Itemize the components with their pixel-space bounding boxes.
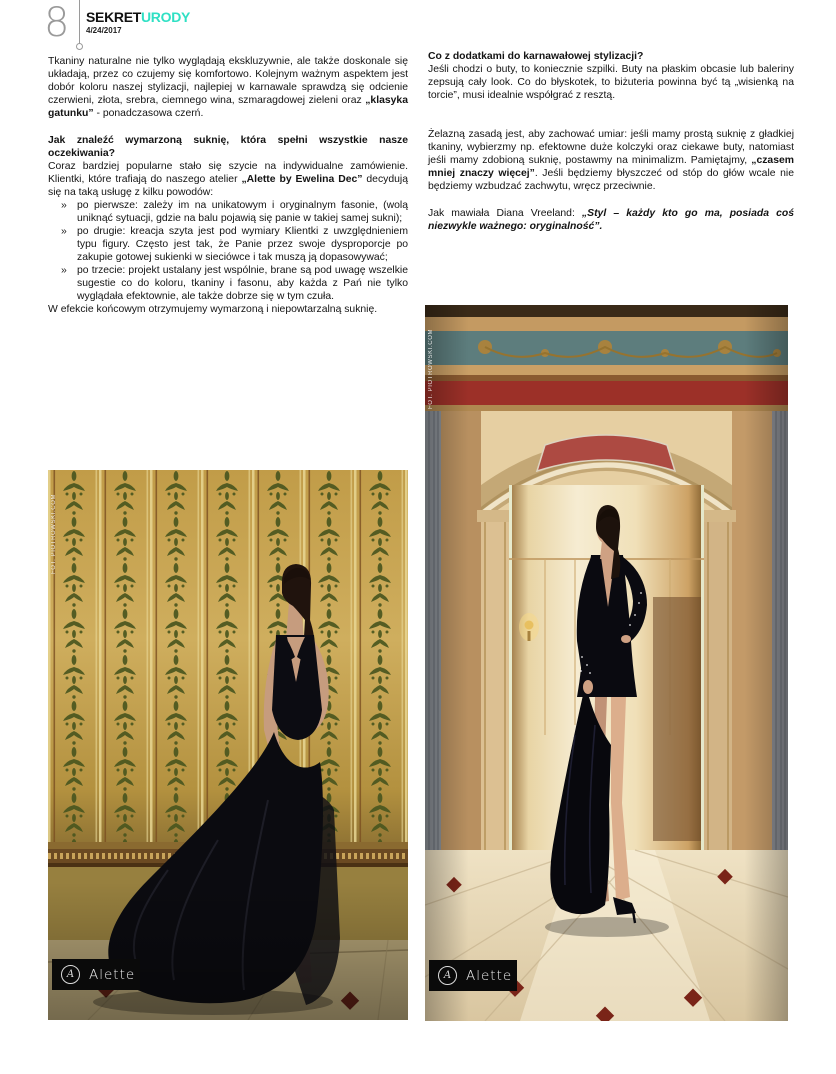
paragraph-moderation-text: Żelazną zasadą jest, aby zachować umiar: jeśli mamy prostą suknię z gładkiej tkaniny, wybierzmy np. efektowne duże kolczyki oraz ciekawe buty, natomiast jeśli mamy zdobioną suknię, postawmy na minimalizm. Pamiętajmy, [428,129,794,166]
alette-logo-text: Alette [89,966,136,983]
right-text-column [428,50,794,233]
spacer [428,193,794,207]
section-heading-dress: Jak znaleźć wymarzoną suknię, która spełni wszystkie nasze oczekiwania? [48,135,408,159]
paragraph-moderation [428,128,794,193]
vreeland-quote: „Styl – każdy kto go ma, posiada coś niezwykle ważnego: oryginalność”. [428,208,794,232]
photo-credit: FOT. PIOTROWSKI.COM [428,328,434,409]
paragraph-colors-tail: - ponadczasowa czerń. [93,108,204,119]
atelier-name-bold: „Alette by Ewelina Dec” [241,174,363,185]
left-text-column [48,55,408,316]
bullet-text-second: po drugie: kreacja szyta jest pod wymiary Klientki z uwzględnieniem typu figury. Często jest tak, że Panie przez swoje dysproporcje po zakupie gotowej sukienki w sieciówce i tak muszą ją dopasowywać; [77,226,408,263]
alette-logo-emblem-icon: A [61,965,80,984]
paragraph-atelier [48,160,408,199]
alette-logo [52,959,140,990]
bullet-text-first: po pierwsze: zależy im na unikatowym i oryginalnym fasonie, (wolą uniknąć sytuacji, gdzie na balu pojawią się panie w takiej samej sukni); [77,200,408,224]
paragraph-colors-text: Kolejnym ważnym aspektem jest dobór koloru naszej stylizacji, najlepiej w karnawale sprawdzą się odcienie czerwieni, złota, srebra, ciemnego wina, szmaragdowej zieleni oraz [48,69,408,106]
photo-credit: FOT. PIOTROWSKI.COM [51,493,57,574]
bullet-item [48,199,408,225]
spacer [48,120,408,134]
photo-velvet-dress-illustration [425,305,788,1021]
alette-logo-emblem-icon: A [438,966,457,985]
alette-logo-text: Alette [466,967,513,984]
bullet-item [48,225,408,264]
paragraph-shoes: Jeśli chodzi o buty, to koniecznie szpilki. Buty na płaskim obcasie lub baleriny zepsują cały look. Co do błyskotek, to biżuteria powinna być tą „wisienką na torcie”, musi idealnie współgrać z resztą. [428,64,794,101]
issue-date: 4/24/2017 [86,26,122,35]
quote-intro: Jak mawiała Diana Vreeland: [428,208,582,219]
alette-logo [429,960,517,991]
bullet-item [48,264,408,303]
bullet-text-third: po trzecie: projekt ustalany jest wspólnie, brane są pod uwagę wszelkie sugestie co do koloru, tkaniny i fasonu, aby każda z Pań nie tylko wyglądała efektownie, ale także dobrze się w tym czuła. [77,265,408,302]
bullet-marker: » [61,226,67,237]
paragraph-moderation-tail: . Jeśli będziemy błyszczeć od stóp do głów wcale nie będziemy wzbudzać zachwytu, wręcz przeciwnie. [428,168,794,192]
header-divider-pin [76,43,83,50]
paragraph-atelier-text: Coraz bardziej popularne stało się szycie na indywidualne zamówienie. Klientki, które trafiają do naszego atelier [48,161,408,185]
paragraph-fabrics-text: Tkaniny naturalne nie tylko wyglądają ekskluzywnie, ale także doskonale się układają, przez co czujemy się komfortowo. [48,56,408,80]
magazine-title-primary: SEKRET [86,9,141,25]
paragraph-fabrics [48,55,408,120]
header-divider [79,0,80,45]
bullet-marker: » [61,265,67,276]
paragraph-atelier-tail: decydują się na taką usługę z kilku powodów: [48,174,408,198]
spacer [428,102,794,128]
bullet-marker: » [61,200,67,211]
paragraph-colors-bold: „klasyka gatunku” [48,95,408,119]
page-number: 8 [44,0,70,46]
paragraph-quote [428,207,794,233]
section-heading-accessories: Co z dodatkami do karnawałowej stylizacji? [428,51,644,62]
less-is-more-bold: „czasem mniej znaczy więcej” [428,155,794,179]
photo-velvet-dress [425,305,788,1021]
magazine-title [86,10,190,24]
photo-lace-gown [48,470,408,1020]
magazine-title-accent: URODY [141,9,191,25]
photo-lace-gown-illustration [48,470,408,1020]
paragraph-closing: W efekcie końcowym otrzymujemy wymarzoną i niepowtarzalną suknię. [48,304,378,315]
